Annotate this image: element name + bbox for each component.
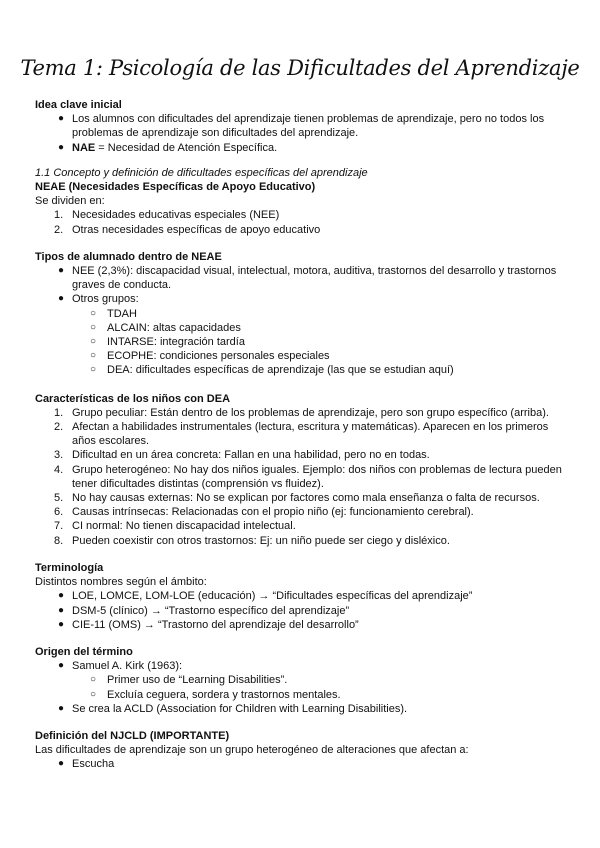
origen-list-2 bbox=[35, 702, 575, 716]
list-item: ○ Excluía ceguera, sordera y trastornos mentales. bbox=[90, 688, 341, 701]
tipos-heading: Tipos de alumnado dentro de NEAE bbox=[35, 250, 222, 263]
terminologia-list bbox=[35, 589, 575, 632]
bullet-marker: ● bbox=[58, 265, 65, 277]
circle-marker: ○ bbox=[90, 364, 97, 376]
list-item: 5. No hay causas externas: No se explican por factores como mala enseñanza o falta de recursos. bbox=[54, 492, 540, 505]
bullet-marker: ● bbox=[58, 604, 65, 616]
neae-heading: NEAE (Necesidades Específicas de Apoyo Educativo) bbox=[35, 181, 316, 194]
nae-term: NAE bbox=[72, 141, 96, 154]
circle-marker: ○ bbox=[90, 674, 97, 686]
list-item: 7. CI normal: No tienen discapacidad intelectual. bbox=[54, 520, 296, 533]
list-item: ● Escucha bbox=[58, 758, 115, 771]
list-item: ○ TDAH bbox=[90, 307, 137, 320]
list-item: 3. Dificultad en un área concreta: Fallan en una habilidad, pero no en todas. bbox=[54, 449, 430, 462]
circle-marker: ○ bbox=[90, 350, 97, 362]
terminologia-heading: Terminología bbox=[35, 561, 104, 574]
list-item: ● CIE-11 (OMS) → “Trastorno del aprendizaje del desarrollo” bbox=[58, 618, 359, 631]
neae-intro: Se dividen en: bbox=[35, 195, 105, 208]
list-item: 8. Pueden coexistir con otros trastornos: Ej: un niño puede ser ciego y disléxico. bbox=[54, 534, 450, 547]
bullet-marker: ● bbox=[58, 702, 65, 714]
list-item: 2. Afectan a habilidades instrumentales (lectura, escritura y matemáticas). Aparecen en los primeros años escolares. bbox=[54, 421, 549, 448]
tipos-list bbox=[35, 264, 575, 307]
caracteristicas-heading: Características de los niños con DEA bbox=[35, 392, 231, 405]
bullet-marker: ● bbox=[58, 660, 65, 672]
list-item: ● Otros grupos: bbox=[58, 293, 139, 306]
idea-heading: Idea clave inicial bbox=[35, 99, 122, 111]
list-item: ○ ALCAIN: altas capacidades bbox=[90, 321, 241, 334]
list-item: ● Los alumnos con dificultades del aprendizaje tienen problemas de aprendizaje, pero no todos los problemas de aprendizaje son dificultades del aprendizaje. bbox=[58, 113, 545, 140]
terminologia-intro: Distintos nombres según el ámbito: bbox=[35, 576, 207, 589]
list-item: 6. Causas intrínsecas: Relacionadas con el propio niño (ej: funcionamiento cerebral). bbox=[54, 506, 474, 519]
circle-marker: ○ bbox=[90, 336, 97, 348]
list-item: 2. Otras necesidades específicas de apoyo educativo bbox=[54, 223, 321, 236]
list-item: 1. Necesidades educativas especiales (NEE) bbox=[54, 209, 280, 222]
tipos-sublist bbox=[35, 307, 575, 378]
origen-heading: Origen del término bbox=[35, 645, 133, 658]
document-body bbox=[35, 98, 575, 772]
origen-sublist bbox=[35, 673, 575, 701]
idea-list bbox=[35, 112, 575, 155]
list-item: ● Se crea la ACLD (Association for Children with Learning Disabilities). bbox=[58, 702, 408, 715]
list-item: ● DSM-5 (clínico) → “Trastorno específico del aprendizaje” bbox=[58, 604, 350, 617]
list-item: ○ DEA: dificultades específicas de aprendizaje (las que se estudian aquí) bbox=[90, 364, 454, 377]
neae-list bbox=[35, 208, 575, 236]
definicion-intro: Las dificultades de aprendizaje son un grupo heterogéneo de alteraciones que afectan a: bbox=[35, 744, 469, 757]
definicion-heading: Definición del NJCLD (IMPORTANTE) bbox=[35, 729, 230, 742]
definicion-list bbox=[35, 757, 575, 771]
bullet-marker: ● bbox=[58, 293, 65, 305]
section-subtitle: 1.1 Concepto y definición de dificultades específicas del aprendizaje bbox=[35, 166, 368, 179]
list-item: 1. Grupo peculiar: Están dentro de los problemas de aprendizaje, pero son grupo específico (arriba). bbox=[54, 406, 549, 419]
list-item: 4. Grupo heterogéneo: No hay dos niños iguales. Ejemplo: dos niños con problemas de lectura pueden tener dificultades distintas (comprensión vs fluidez). bbox=[54, 463, 562, 490]
list-item: ○ INTARSE: integración tardía bbox=[90, 336, 245, 349]
origen-list bbox=[35, 659, 575, 673]
circle-marker: ○ bbox=[90, 688, 97, 700]
page-title: Tema 1: Psicología de las Dificultades del Aprendizaje bbox=[20, 56, 580, 80]
circle-marker: ○ bbox=[90, 307, 97, 319]
bullet-marker: ● bbox=[58, 758, 65, 770]
bullet-marker: ● bbox=[58, 113, 65, 125]
bullet-marker: ● bbox=[58, 618, 65, 630]
list-item: ○ Primer uso de “Learning Disabilities”. bbox=[90, 674, 288, 687]
list-item: ● NEE (2,3%): discapacidad visual, intelectual, motora, auditiva, trastornos del desarrollo y trastornos graves de conducta. bbox=[58, 265, 557, 292]
list-item: ● NAE = Necesidad de Atención Específica. bbox=[58, 141, 278, 154]
list-item: ● Samuel A. Kirk (1963): bbox=[58, 660, 183, 673]
bullet-marker: ● bbox=[58, 141, 65, 153]
caracteristicas-list bbox=[35, 406, 575, 548]
bullet-marker: ● bbox=[58, 590, 65, 602]
list-item: ○ ECOPHE: condiciones personales especiales bbox=[90, 350, 330, 363]
circle-marker: ○ bbox=[90, 321, 97, 333]
list-item: ● LOE, LOMCE, LOM-LOE (educación) → “Dificultades específicas del aprendizaje” bbox=[58, 590, 473, 603]
